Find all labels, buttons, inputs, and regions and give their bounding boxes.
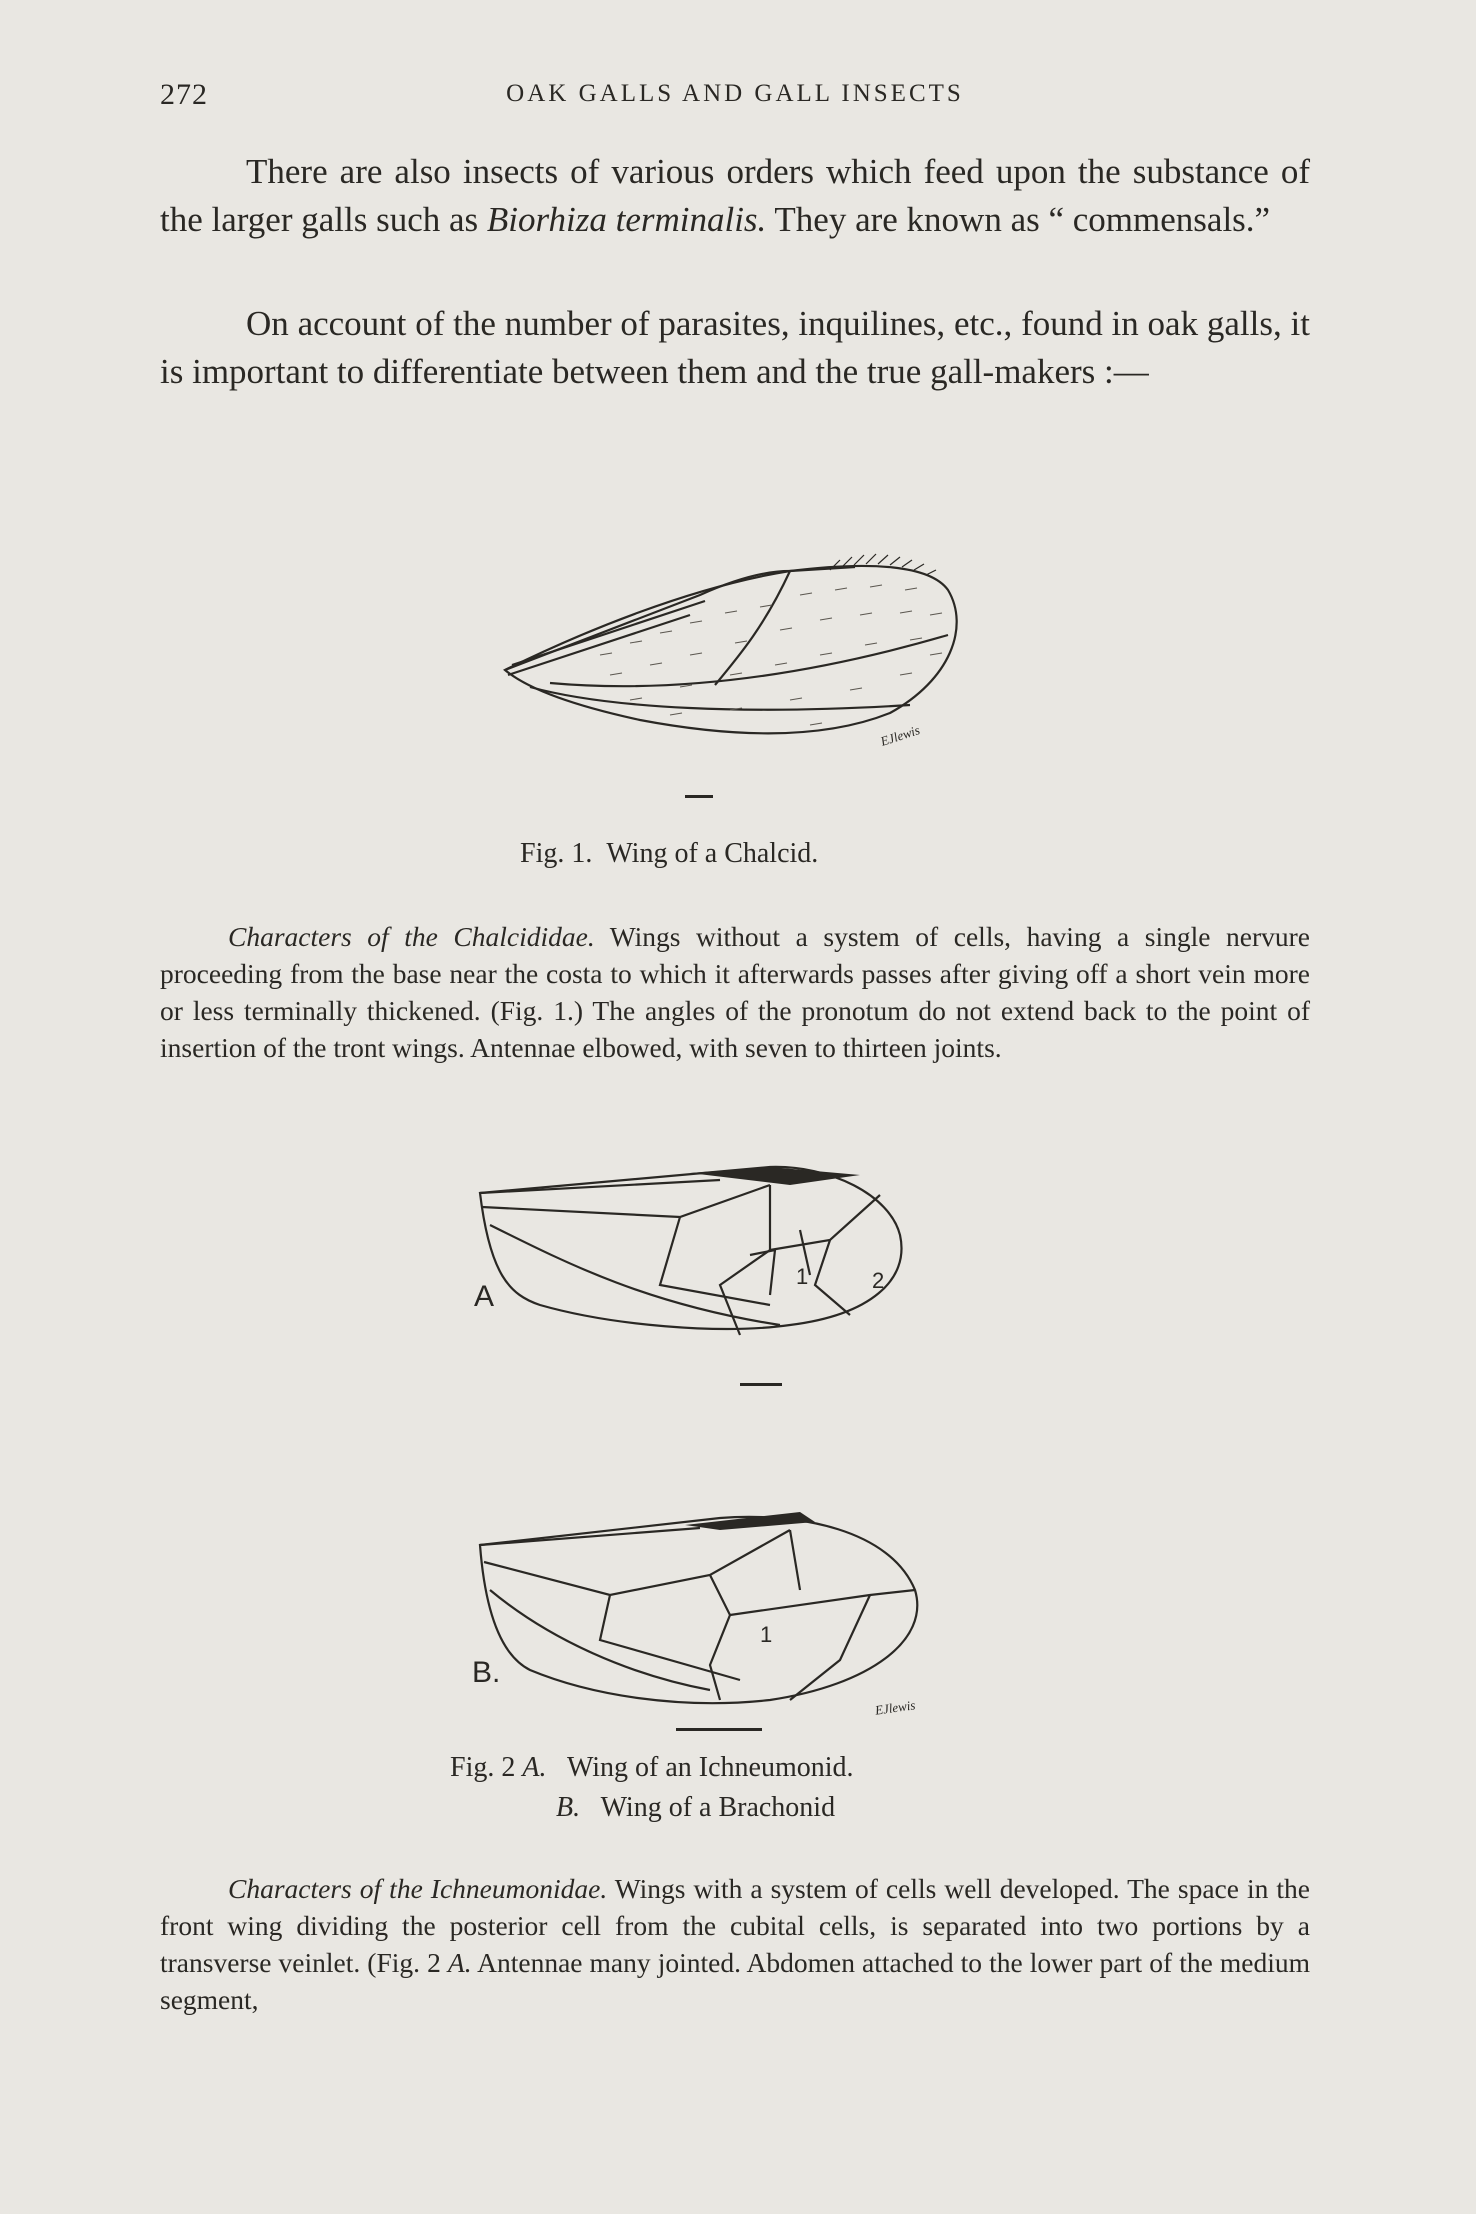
- figure-number: Fig. 1.: [520, 838, 593, 869]
- figure-letter: A.: [447, 1947, 472, 1978]
- paragraph-ichneumonidae: [160, 1870, 1310, 2018]
- ichneumonid-wing-drawing: [470, 1155, 910, 1345]
- section-heading: Characters of the Ichneumonidae.: [228, 1873, 608, 1904]
- page-number: 272: [160, 78, 208, 111]
- scale-bar: [676, 1728, 762, 1731]
- paragraph-text: They are known as “ commensals.”: [766, 200, 1271, 239]
- caption-letter: A.: [522, 1752, 547, 1783]
- cell-number-1: 1: [796, 1264, 809, 1289]
- species-name: Biorhiza terminalis.: [486, 200, 767, 239]
- running-title: OAK GALLS AND GALL INSECTS: [506, 80, 964, 107]
- figure-number: Fig. 2: [450, 1752, 516, 1783]
- page-header: [160, 78, 1310, 118]
- figure-2a-ichneumonid-wing: [470, 1155, 910, 1345]
- figure-1-chalcid-wing: [490, 515, 970, 760]
- paragraph-text: There are also insects of various orders which feed upon the substance of the larger galls such as: [160, 152, 1310, 239]
- cell-number-2: 2: [872, 1268, 885, 1293]
- paragraph-commensals: [160, 148, 1310, 244]
- paragraph-text: Antennae many jointed. Abdomen attached to the lower part of the medium segment,: [160, 1947, 1310, 2015]
- figure-1-caption: [520, 838, 818, 870]
- cell-number-1: 1: [760, 1622, 773, 1647]
- scale-bar: [685, 795, 713, 798]
- figure-label-a: A: [474, 1280, 495, 1313]
- figure-2b-brachonid-wing: [470, 1500, 930, 1715]
- caption-text: Wing of a Chalcid.: [606, 838, 819, 869]
- figure-2-caption: [450, 1752, 1150, 1824]
- caption-letter: B.: [556, 1792, 581, 1823]
- caption-text: Wing of a Brachonid: [600, 1792, 836, 1823]
- chalcid-wing-drawing: [490, 515, 970, 760]
- section-heading: Characters of the Chalcididae.: [228, 921, 595, 952]
- caption-line-a: [450, 1752, 1150, 1784]
- caption-text: Wing of an Ichneumonid.: [566, 1752, 854, 1783]
- paragraph-text: Wings without a system of cells, having a single nervure proceeding from the base near the costa to which it afterwards passes after giving off a short vein more or less terminally thickened. (Fig. 1.) The angles of the pronotum do not extend back to the point of insertion of the tront wings. Antennae elbowed, with seven to thirteen joints.: [160, 921, 1310, 1063]
- figure-label-b: B.: [472, 1656, 501, 1689]
- scale-bar: [740, 1383, 782, 1386]
- paragraph-text: Wings with a system of cells well developed. The space in the front wing dividing the posterior cell from the cubital cells, is separated into two portions by a transverse veinlet. (Fig. 2: [160, 1873, 1310, 1978]
- artist-signature: EJlewis: [874, 1697, 917, 1718]
- caption-line-b: [556, 1792, 1150, 1824]
- brachonid-wing-drawing: [470, 1500, 930, 1715]
- paragraph-gall-makers: On account of the number of parasites, inquilines, etc., found in oak galls, it is important to differentiate between them and the true gall-makers :—: [160, 304, 1310, 391]
- paragraph-chalcididae: [160, 918, 1310, 1066]
- artist-signature: EJlewis: [878, 722, 922, 749]
